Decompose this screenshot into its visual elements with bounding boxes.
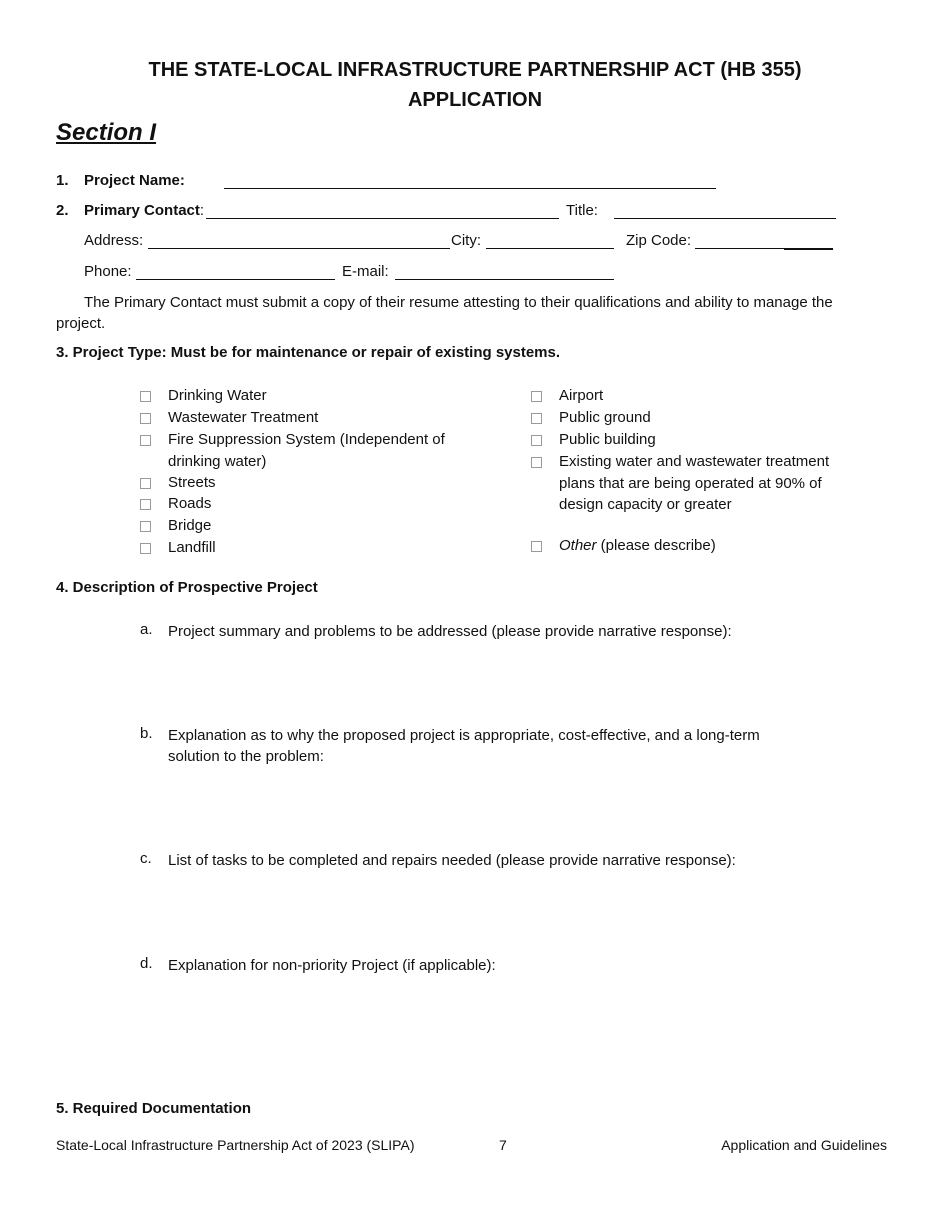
option-airport: Airport — [559, 387, 604, 404]
option-streets: Streets — [168, 474, 216, 491]
checkbox-roads[interactable] — [140, 499, 151, 510]
option-public-ground: Public ground — [559, 409, 651, 426]
checkbox-fire-suppression[interactable] — [140, 435, 151, 446]
description-b-text: Explanation as to why the proposed project is appropriate, cost-effective, and a long-term solution to the problem: — [168, 727, 760, 765]
description-d-text: Explanation for non-priority Project (if applicable): — [168, 957, 496, 974]
option-public-building: Public building — [559, 431, 656, 448]
description-b-letter: b. — [140, 725, 153, 742]
required-documentation-heading: 5. Required Documentation — [56, 1100, 252, 1117]
option-other: Other (please describe) — [559, 537, 716, 554]
project-type-heading: 3. Project Type: Must be for maintenance or repair of existing systems. — [56, 344, 561, 361]
option-existing-water-wastewater: Existing water and wastewater treatment plans that are being operated at 90% of design capacity or greater — [559, 453, 830, 513]
project-name-label: Project Name: — [84, 172, 185, 189]
description-heading: 4. Description of Prospective Project — [56, 579, 318, 596]
phone-label: Phone: — [84, 263, 132, 280]
resume-note: The Primary Contact must submit a copy of their resume attesting to their qualifications and ability to manage the project. — [56, 294, 833, 332]
title-label: Title: — [566, 202, 598, 219]
document-title-line1: THE STATE-LOCAL INFRASTRUCTURE PARTNERSHIP ACT (HB 355) — [148, 59, 802, 81]
document-title-line2: APPLICATION — [407, 89, 543, 111]
footer-page-number: 7 — [499, 1137, 507, 1153]
checkbox-drinking-water[interactable] — [140, 391, 151, 402]
description-a-text: Project summary and problems to be addressed (please provide narrative response): — [168, 623, 732, 640]
email-label: E-mail: — [342, 263, 389, 280]
title-field[interactable] — [614, 218, 836, 219]
zip-code-label: Zip Code: — [626, 232, 692, 249]
option-bridge: Bridge — [168, 517, 212, 534]
option-wastewater-treatment: Wastewater Treatment — [168, 409, 319, 426]
checkbox-bridge[interactable] — [140, 521, 151, 532]
checkbox-wastewater-treatment[interactable] — [140, 413, 151, 424]
address-field[interactable] — [148, 248, 450, 249]
option-fire-suppression: Fire Suppression System (Independent of drinking water) — [168, 431, 445, 470]
city-field[interactable] — [486, 248, 614, 249]
checkbox-public-ground[interactable] — [531, 413, 542, 424]
item-1-number: 1. — [56, 172, 69, 189]
checkbox-other[interactable] — [531, 541, 542, 552]
checkbox-landfill[interactable] — [140, 543, 151, 554]
email-field[interactable] — [395, 279, 614, 280]
footer-left: State-Local Infrastructure Partnership Act of 2023 (SLIPA) — [56, 1137, 415, 1153]
checkbox-existing-water-wastewater[interactable] — [531, 457, 542, 468]
checkbox-airport[interactable] — [531, 391, 542, 402]
checkbox-streets[interactable] — [140, 478, 151, 489]
zip-code-extension-line — [784, 249, 833, 250]
primary-contact-label: Primary Contact: — [84, 202, 205, 219]
description-d-letter: d. — [140, 955, 153, 972]
address-label: Address: — [84, 232, 144, 249]
description-c-text: List of tasks to be completed and repairs needed (please provide narrative response): — [168, 852, 736, 869]
city-label: City: — [451, 232, 481, 249]
description-c-letter: c. — [140, 850, 152, 867]
option-landfill: Landfill — [168, 539, 216, 556]
option-drinking-water: Drinking Water — [168, 387, 267, 404]
footer-right: Application and Guidelines — [721, 1137, 887, 1153]
project-name-field[interactable] — [224, 188, 716, 189]
phone-field[interactable] — [136, 279, 335, 280]
item-2-number: 2. — [56, 202, 69, 219]
option-roads: Roads — [168, 495, 212, 512]
checkbox-public-building[interactable] — [531, 435, 542, 446]
section-heading: Section I — [56, 119, 157, 146]
primary-contact-field[interactable] — [206, 218, 559, 219]
description-a-letter: a. — [140, 621, 153, 638]
